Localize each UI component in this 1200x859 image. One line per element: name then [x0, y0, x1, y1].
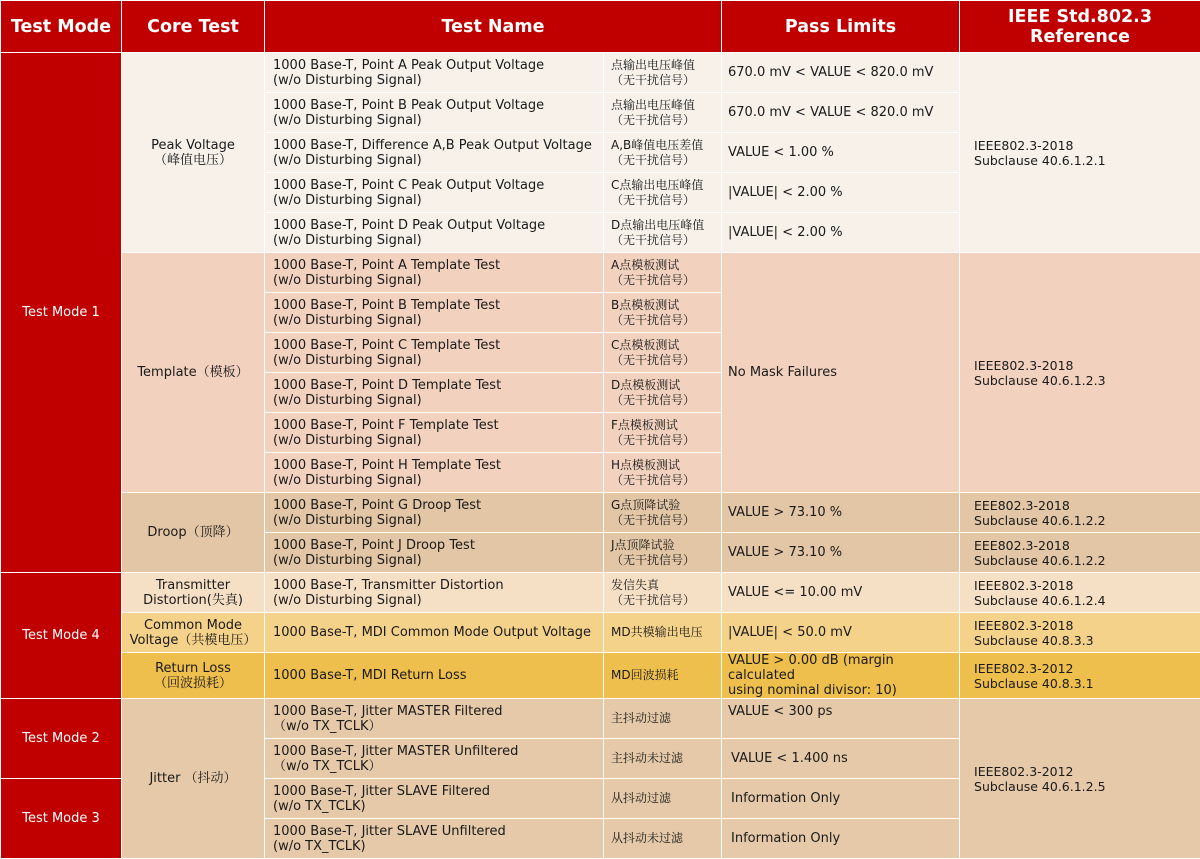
pass-limit-cell: VALUE <= 10.00 mV	[722, 573, 960, 613]
test-name-cn-cell	[604, 133, 722, 173]
test-name-line: (w/o Disturbing Signal)	[273, 473, 603, 488]
test-name-line: (w/o Disturbing Signal)	[273, 153, 603, 168]
test-mode-cell: Test Mode 1	[1, 53, 122, 573]
test-name-cell: 1000 Base-T, MDI Return Loss	[265, 653, 604, 699]
test-name-cn-line: （无干扰信号）	[611, 433, 721, 448]
reference-line: EEE802.3-2018	[974, 498, 1200, 513]
test-name-line: (w/o Disturbing Signal)	[273, 313, 603, 328]
test-name-cn-line: G点顶降试验	[611, 498, 721, 513]
test-name-cn-line: （无干扰信号）	[611, 353, 721, 368]
reference-line: EEE802.3-2018	[974, 538, 1200, 553]
test-name-cell	[265, 779, 604, 819]
test-name-line: 1000 Base-T, Point D Template Test	[273, 378, 603, 393]
test-name-cn-line: （无干扰信号）	[611, 553, 721, 568]
test-name-line: (w/o Disturbing Signal)	[273, 593, 603, 608]
test-name-line: (w/o Disturbing Signal)	[273, 513, 603, 528]
pass-limit-cell: VALUE < 1.00 %	[722, 133, 960, 173]
header-core-test: Core Test	[122, 1, 265, 53]
test-name-cn-line: D点模板测试	[611, 378, 721, 393]
test-name-cn-cell	[604, 93, 722, 133]
reference-line: Subclause 40.8.3.1	[974, 676, 1200, 691]
reference-line: IEEE802.3-2012	[974, 764, 1200, 779]
reference-line: Subclause 40.6.1.2.4	[974, 593, 1200, 608]
core-test-line: Distortion(失真)	[122, 593, 264, 608]
test-name-line: 1000 Base-T, Point F Template Test	[273, 418, 603, 433]
pass-limit-cell: |VALUE| < 50.0 mV	[722, 613, 960, 653]
test-name-cn-cell: 从抖动过滤	[604, 779, 722, 819]
test-name-line: 1000 Base-T, Point B Template Test	[273, 298, 603, 313]
reference-line: Subclause 40.8.3.3	[974, 633, 1200, 648]
test-name-cell	[265, 293, 604, 333]
test-name-cell	[265, 819, 604, 859]
test-name-line: 1000 Base-T, Point C Peak Output Voltage	[273, 178, 603, 193]
test-name-cn-line: 发信失真	[611, 578, 721, 593]
test-name-cell	[265, 573, 604, 613]
header-row	[1, 1, 1200, 53]
test-name-cn-cell: MD共模输出电压	[604, 613, 722, 653]
reference-cell	[960, 533, 1200, 573]
reference-cell	[960, 53, 1200, 253]
table-row	[1, 699, 1200, 739]
core-test-cell	[122, 573, 265, 613]
test-name-cn-line: B点模板测试	[611, 298, 721, 313]
pass-limit-cell: No Mask Failures	[722, 253, 960, 493]
pass-limit-cell: VALUE < 1.400 ns	[722, 739, 960, 779]
test-name-cn-line: （无干扰信号）	[611, 73, 721, 88]
pass-limit-cell: Information Only	[722, 819, 960, 859]
test-name-cn-cell	[604, 413, 722, 453]
test-name-cn-cell	[604, 173, 722, 213]
test-name-cell	[265, 413, 604, 453]
test-name-line: 1000 Base-T, Point G Droop Test	[273, 498, 603, 513]
header-reference: IEEE Std.802.3 Reference	[960, 1, 1200, 53]
test-name-line: 1000 Base-T, Jitter SLAVE Unfiltered	[273, 824, 603, 839]
table-row	[1, 493, 1200, 533]
test-name-cn-cell	[604, 453, 722, 493]
test-name-line: （w/o TX_TCLK）	[273, 719, 603, 734]
test-name-line: (w/o Disturbing Signal)	[273, 193, 603, 208]
test-name-cn-line: （无干扰信号）	[611, 313, 721, 328]
test-name-cn-line: C点输出电压峰值	[611, 178, 721, 193]
test-name-line: 1000 Base-T, Jitter MASTER Unfiltered	[273, 744, 603, 759]
reference-line: Subclause 40.6.1.2.5	[974, 779, 1200, 794]
reference-line: IEEE802.3-2018	[974, 578, 1200, 593]
test-name-cell	[265, 133, 604, 173]
core-test-cell: Droop（顶降）	[122, 493, 265, 573]
core-test-line: Return Loss	[122, 661, 264, 676]
test-name-cn-cell	[604, 253, 722, 293]
test-name-cn-cell	[604, 373, 722, 413]
test-name-line: (w/o Disturbing Signal)	[273, 553, 603, 568]
test-name-cn-line: H点模板测试	[611, 458, 721, 473]
test-name-cn-line: （无干扰信号）	[611, 513, 721, 528]
test-name-cn-cell	[604, 293, 722, 333]
core-test-line: （峰值电压）	[122, 153, 264, 168]
pass-limit-cell: |VALUE| < 2.00 %	[722, 213, 960, 253]
test-name-line: (w/o Disturbing Signal)	[273, 233, 603, 248]
test-name-line: 1000 Base-T, Transmitter Distortion	[273, 578, 603, 593]
test-name-cn-cell	[604, 493, 722, 533]
test-name-cell	[265, 173, 604, 213]
table-row	[1, 253, 1200, 293]
test-name-line: 1000 Base-T, Point A Peak Output Voltage	[273, 58, 603, 73]
reference-cell	[960, 493, 1200, 533]
test-name-line: （w/o TX_TCLK）	[273, 759, 603, 774]
core-test-cell: Jitter （抖动）	[122, 699, 265, 859]
test-name-line: 1000 Base-T, Jitter MASTER Filtered	[273, 704, 603, 719]
test-name-cell	[265, 213, 604, 253]
test-name-cn-line: 点输出电压峰值	[611, 98, 721, 113]
reference-cell	[960, 653, 1200, 699]
test-name-cn-line: （无干扰信号）	[611, 473, 721, 488]
test-mode-cell: Test Mode 4	[1, 573, 122, 699]
test-name-line: (w/o Disturbing Signal)	[273, 273, 603, 288]
test-name-line: 1000 Base-T, Point B Peak Output Voltage	[273, 98, 603, 113]
test-name-cn-line: A,B峰值电压差值	[611, 138, 721, 153]
test-name-cell	[265, 333, 604, 373]
core-test-line: （回波损耗）	[122, 676, 264, 691]
test-name-line: 1000 Base-T, Point C Template Test	[273, 338, 603, 353]
test-name-cn-line: （无干扰信号）	[611, 393, 721, 408]
table-row	[1, 573, 1200, 613]
test-name-cn-line: （无干扰信号）	[611, 593, 721, 608]
test-name-line: 1000 Base-T, Difference A,B Peak Output Voltage	[273, 138, 603, 153]
test-name-cn-line: （无干扰信号）	[611, 153, 721, 168]
test-name-cell	[265, 493, 604, 533]
test-name-cell	[265, 739, 604, 779]
core-test-cell	[122, 53, 265, 253]
table-row	[1, 53, 1200, 93]
core-test-cell	[122, 653, 265, 699]
test-name-cn-line: D点输出电压峰值	[611, 218, 721, 233]
test-name-line: (w/o Disturbing Signal)	[273, 393, 603, 408]
pass-limit-line: VALUE > 0.00 dB (margin calculated	[728, 653, 959, 683]
test-name-cn-line: （无干扰信号）	[611, 233, 721, 248]
test-name-cell: 1000 Base-T, MDI Common Mode Output Voltage	[265, 613, 604, 653]
test-name-cn-cell: 主抖动未过滤	[604, 739, 722, 779]
core-test-line: Voltage（共模电压）	[122, 633, 264, 648]
pass-limit-line: using nominal divisor: 10)	[728, 683, 959, 698]
test-name-cn-cell	[604, 333, 722, 373]
reference-cell	[960, 613, 1200, 653]
test-name-line: 1000 Base-T, Point D Peak Output Voltage	[273, 218, 603, 233]
test-name-line: 1000 Base-T, Point J Droop Test	[273, 538, 603, 553]
test-name-cn-line: C点模板测试	[611, 338, 721, 353]
reference-line: Subclause 40.6.1.2.2	[974, 513, 1200, 528]
test-name-cell	[265, 453, 604, 493]
reference-line: IEEE802.3-2018	[974, 618, 1200, 633]
header-test-mode: Test Mode	[1, 1, 122, 53]
reference-line: IEEE802.3-2018	[974, 358, 1200, 373]
test-name-line: 1000 Base-T, Point H Template Test	[273, 458, 603, 473]
table-row	[1, 613, 1200, 653]
test-name-cn-line: 点输出电压峰值	[611, 58, 721, 73]
core-test-line: Transmitter	[122, 578, 264, 593]
reference-cell	[960, 573, 1200, 613]
test-name-cn-cell	[604, 533, 722, 573]
reference-line: IEEE802.3-2018	[974, 138, 1200, 153]
test-name-line: (w/o TX_TCLK)	[273, 799, 603, 814]
test-name-cn-cell: 主抖动过滤	[604, 699, 722, 739]
test-name-cell	[265, 253, 604, 293]
core-test-cell	[122, 613, 265, 653]
test-name-cn-cell	[604, 213, 722, 253]
test-mode-cell: Test Mode 3	[1, 779, 122, 859]
header-test-name: Test Name	[265, 1, 722, 53]
header-pass-limits: Pass Limits	[722, 1, 960, 53]
pass-limit-cell: Information Only	[722, 779, 960, 819]
pass-limit-cell	[722, 653, 960, 699]
test-name-cell	[265, 53, 604, 93]
test-name-cn-line: J点顶降试验	[611, 538, 721, 553]
test-name-cn-line: （无干扰信号）	[611, 113, 721, 128]
pass-limit-cell: |VALUE| < 2.00 %	[722, 173, 960, 213]
reference-cell	[960, 253, 1200, 493]
core-test-cell: Template（模板）	[122, 253, 265, 493]
pass-limit-cell: 670.0 mV < VALUE < 820.0 mV	[722, 93, 960, 133]
reference-line: Subclause 40.6.1.2.3	[974, 373, 1200, 388]
test-name-line: (w/o Disturbing Signal)	[273, 73, 603, 88]
test-name-cn-line: F点模板测试	[611, 418, 721, 433]
test-name-line: (w/o Disturbing Signal)	[273, 113, 603, 128]
test-name-line: (w/o TX_TCLK)	[273, 839, 603, 854]
test-name-cell	[265, 699, 604, 739]
test-name-cell	[265, 533, 604, 573]
test-name-cn-cell: 从抖动未过滤	[604, 819, 722, 859]
test-name-cn-line: A点模板测试	[611, 258, 721, 273]
test-name-cn-cell: MD回波损耗	[604, 653, 722, 699]
test-name-cn-cell	[604, 573, 722, 613]
core-test-line: Common Mode	[122, 618, 264, 633]
pass-limit-cell: VALUE < 300 ps	[722, 699, 960, 739]
reference-line: Subclause 40.6.1.2.1	[974, 153, 1200, 168]
test-mode-cell: Test Mode 2	[1, 699, 122, 779]
core-test-line: Peak Voltage	[122, 138, 264, 153]
test-name-line: (w/o Disturbing Signal)	[273, 353, 603, 368]
pass-limit-cell: VALUE > 73.10 %	[722, 533, 960, 573]
test-name-line: (w/o Disturbing Signal)	[273, 433, 603, 448]
test-name-line: 1000 Base-T, Jitter SLAVE Filtered	[273, 784, 603, 799]
test-name-cn-line: （无干扰信号）	[611, 273, 721, 288]
test-name-cell	[265, 373, 604, 413]
reference-line: Subclause 40.6.1.2.2	[974, 553, 1200, 568]
pass-limit-cell: 670.0 mV < VALUE < 820.0 mV	[722, 53, 960, 93]
test-name-cell	[265, 93, 604, 133]
test-name-cn-line: （无干扰信号）	[611, 193, 721, 208]
test-name-line: 1000 Base-T, Point A Template Test	[273, 258, 603, 273]
table-row	[1, 653, 1200, 699]
reference-line: IEEE802.3-2012	[974, 661, 1200, 676]
pass-limit-cell: VALUE > 73.10 %	[722, 493, 960, 533]
test-name-cn-cell	[604, 53, 722, 93]
reference-cell	[960, 699, 1200, 859]
